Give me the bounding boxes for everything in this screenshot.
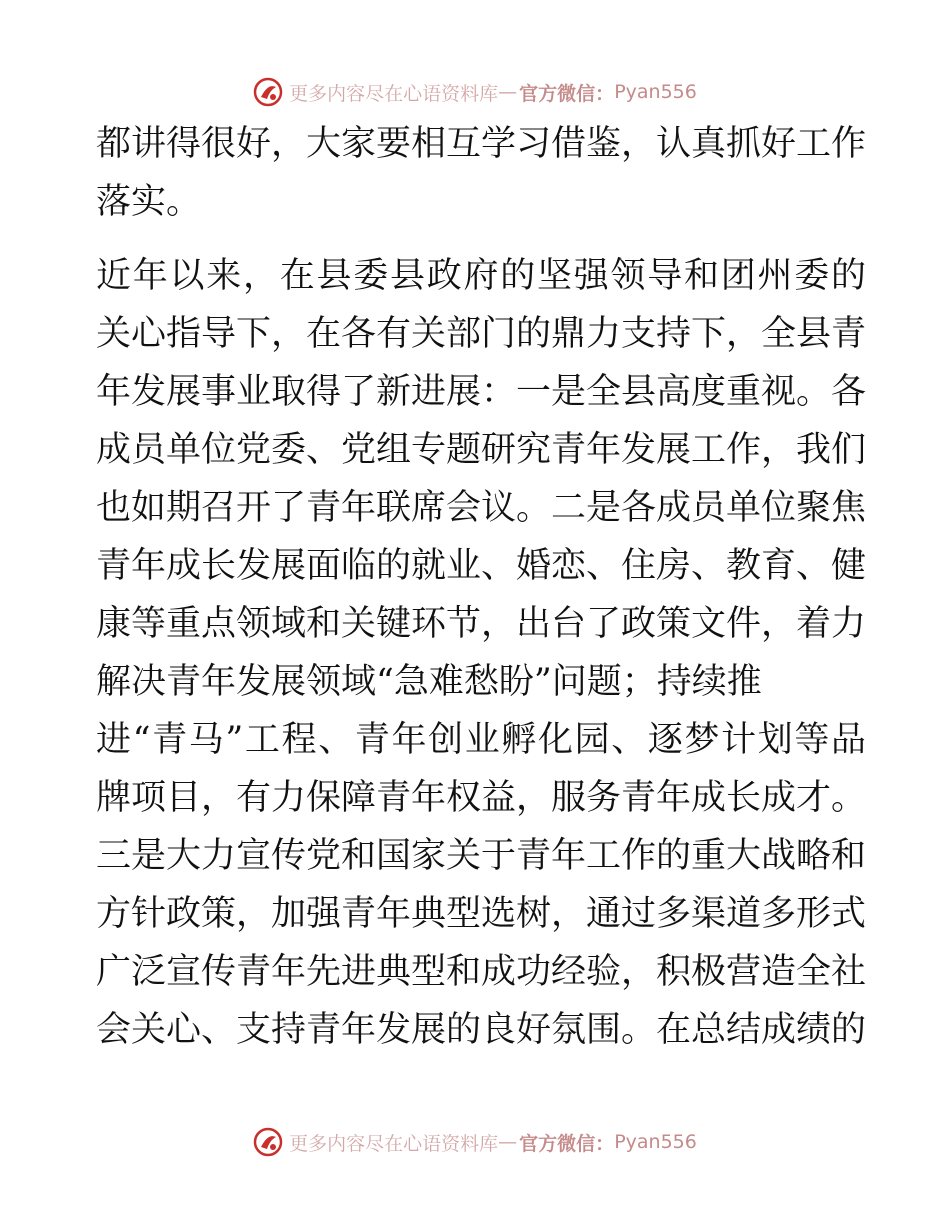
watermark-dash: — bbox=[498, 81, 518, 103]
watermark-wechat-id: Pyan556 bbox=[614, 81, 697, 103]
text-line: 广泛宣传青年先进典型和成功经验，积极营造全社 bbox=[96, 952, 867, 992]
text-line: 年发展事业取得了新进展：一是全县高度重视。各 bbox=[96, 372, 867, 412]
text-line: 会关心、支持青年发展的良好氛围。在总结成绩的 bbox=[96, 1010, 867, 1050]
text-line: 也如期召开了青年联席会议。二是各成员单位聚焦 bbox=[96, 488, 867, 528]
text-line: 进“青马”工程、青年创业孵化园、逐梦计划等品 bbox=[96, 720, 866, 760]
text-line: 都讲得很好，大家要相互学习借鉴，认真抓好工作 bbox=[96, 124, 867, 164]
text-line: 方针政策，加强青年典型选树，通过多渠道多形式 bbox=[96, 894, 867, 934]
header-watermark bbox=[0, 72, 950, 112]
red-logo-icon bbox=[253, 77, 283, 107]
text-line: 康等重点领域和关键环节，出台了政策文件，着力 bbox=[96, 604, 867, 644]
paragraph-1 bbox=[96, 115, 866, 231]
text-line: 成员单位党委、党组专题研究青年发展工作，我们 bbox=[96, 430, 867, 470]
watermark-site-text: 更多内容尽在心语资料库 bbox=[289, 82, 499, 105]
text-line: 青年成长发展面临的就业、婚恋、住房、教育、健 bbox=[96, 546, 867, 586]
watermark-wechat-label: 官方微信： bbox=[519, 1132, 615, 1155]
document-body bbox=[96, 115, 866, 1059]
paragraph-2 bbox=[96, 247, 866, 1059]
watermark-site-text: 更多内容尽在心语资料库 bbox=[289, 1132, 499, 1155]
red-logo-icon bbox=[253, 1127, 283, 1157]
text-line: 牌项目，有力保障青年权益，服务青年成长成才。 bbox=[96, 778, 867, 818]
text-line: 关心指导下，在各有关部门的鼎力支持下，全县青 bbox=[96, 314, 867, 354]
text-line: 解决青年发展领域“急难愁盼”问题；持续推 bbox=[96, 662, 762, 702]
watermark-wechat-id: Pyan556 bbox=[614, 1131, 697, 1153]
footer-watermark bbox=[0, 1122, 950, 1162]
watermark-dash: — bbox=[498, 1131, 518, 1153]
text-line: 落实。 bbox=[96, 182, 202, 222]
watermark-wechat-label: 官方微信： bbox=[519, 82, 615, 105]
text-line: 三是大力宣传党和国家关于青年工作的重大战略和 bbox=[96, 836, 867, 876]
text-line: 近年以来，在县委县政府的坚强领导和团州委的 bbox=[96, 256, 866, 296]
